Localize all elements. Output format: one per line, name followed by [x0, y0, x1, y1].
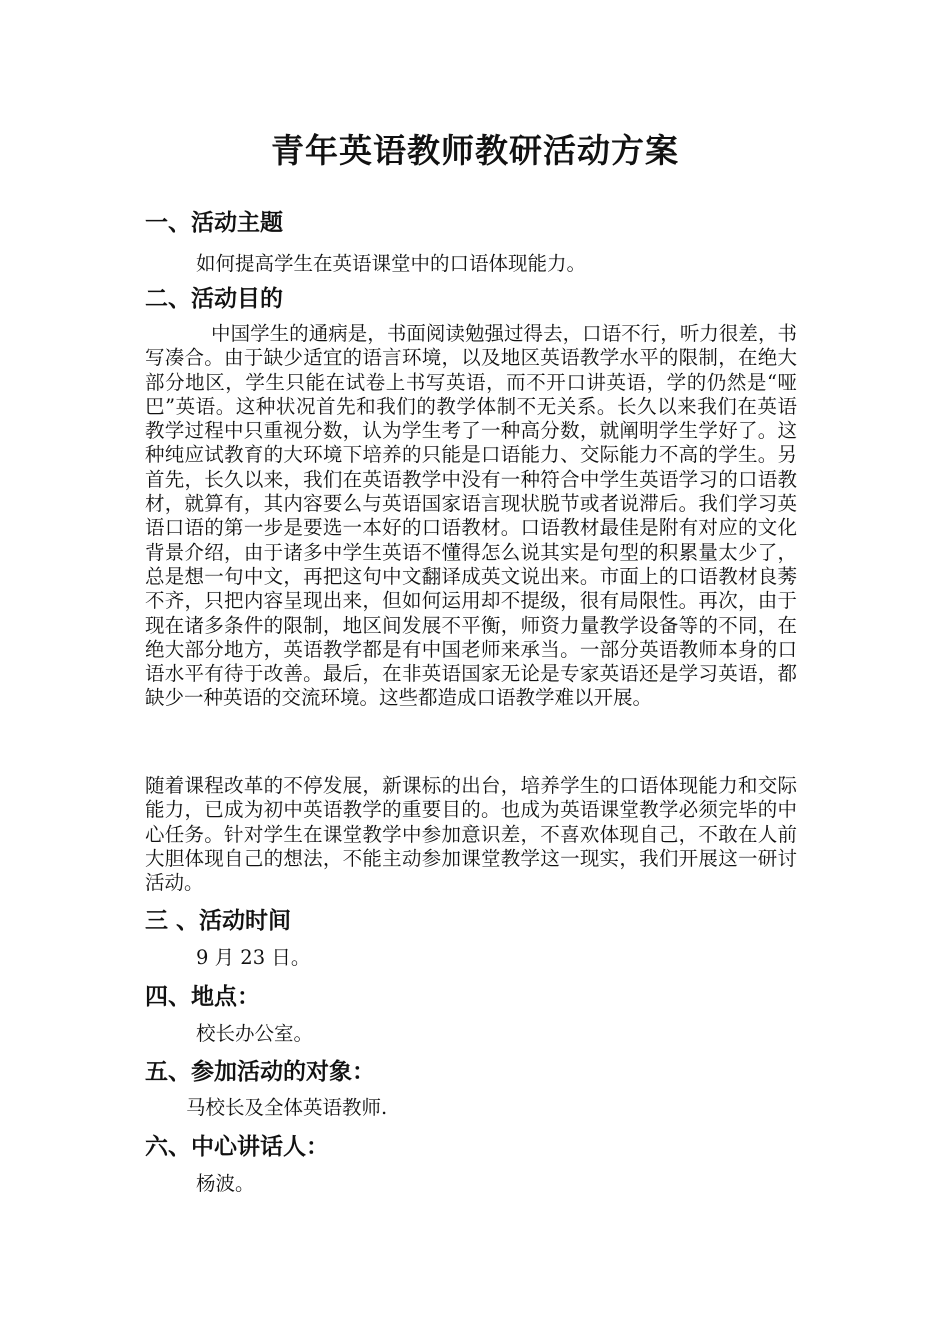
section-heading-place: 四、地点：	[145, 984, 260, 1010]
purpose-paragraph-1-text: 中国学生的通病是，书面阅读勉强过得去，口语不行，听力很差，书写凑合。由于缺少适宜的语言环境，以及地区英语教学水平的限制，在绝大部分地区，学生只能在试卷上书写英语，而不开口讲英语，学的仍然是“哑巴”英语。这种状况首先和我们的教学体制不无关系。长久以来我们在英语教学过程中只重视分数，认为学生考了一种高分数，就阐明学生学好了。这种纯应试教育的大环境下培养的只能是口语能力、交际能力不高的学生。另首先，长久以来，我们在英语教学中没有一种符合中学生英语学习的口语教材，就算有，其内容要么与英语国家语言现状脱节或者说滞后。我们学习英语口语的第一步是要选一本好的口语教材。口语教材最佳是附有对应的文化背景介绍，由于诸多中学生英语不懂得怎么说其实是句型的积累量太少了，总是想一句中文，再把这句中文翻译成英文说出来。市面上的口语教材良莠不齐，只把内容呈现出来，但如何运用却不提级，很有局限性。再次，由于现在诸多条件的限制，地区间发展不平衡，师资力量教学设备等的不同，在绝大部分地方，英语教学都是有中国老师来承当。一部分英语教师本身的口语水平有待于改善。最后，在非英语国家无论是专家英语还是学习英语，都缺少一种英语的交流环境。这些都造成口语教学难以开展。	[145, 322, 797, 710]
section-heading-participants: 五、参加活动的对象：	[145, 1059, 375, 1085]
purpose-paragraph-2: 随着课程改革的不停发展，新课标的出台，培养学生的口语体现能力和交际能力，已成为初中英语教学的重要目的。也成为英语课堂教学必须完毕的中心任务。针对学生在课堂教学中参加意识差，不喜欢体现自己，不敢在人前大胆体现自己的想法，不能主动参加课堂教学这一现实，我们开展这一研讨活动。	[145, 774, 797, 895]
document-title: 青年英语教师教研活动方案	[271, 131, 679, 170]
purpose-paragraph-1	[145, 322, 797, 711]
time-body: 9 月 23 日。	[196, 946, 311, 969]
section-heading-theme: 一、活动主题	[145, 210, 283, 236]
participants-body: 马校长及全体英语教师.	[186, 1096, 388, 1119]
section-heading-purpose: 二、活动目的	[145, 286, 283, 312]
theme-body: 如何提高学生在英语课堂中的口语体现能力。	[196, 252, 587, 275]
place-body: 校长办公室。	[196, 1022, 314, 1045]
section-heading-time: 三 、活动时间	[145, 908, 292, 934]
section-heading-speaker: 六、中心讲话人：	[145, 1134, 329, 1160]
speaker-body: 杨波。	[196, 1172, 255, 1195]
